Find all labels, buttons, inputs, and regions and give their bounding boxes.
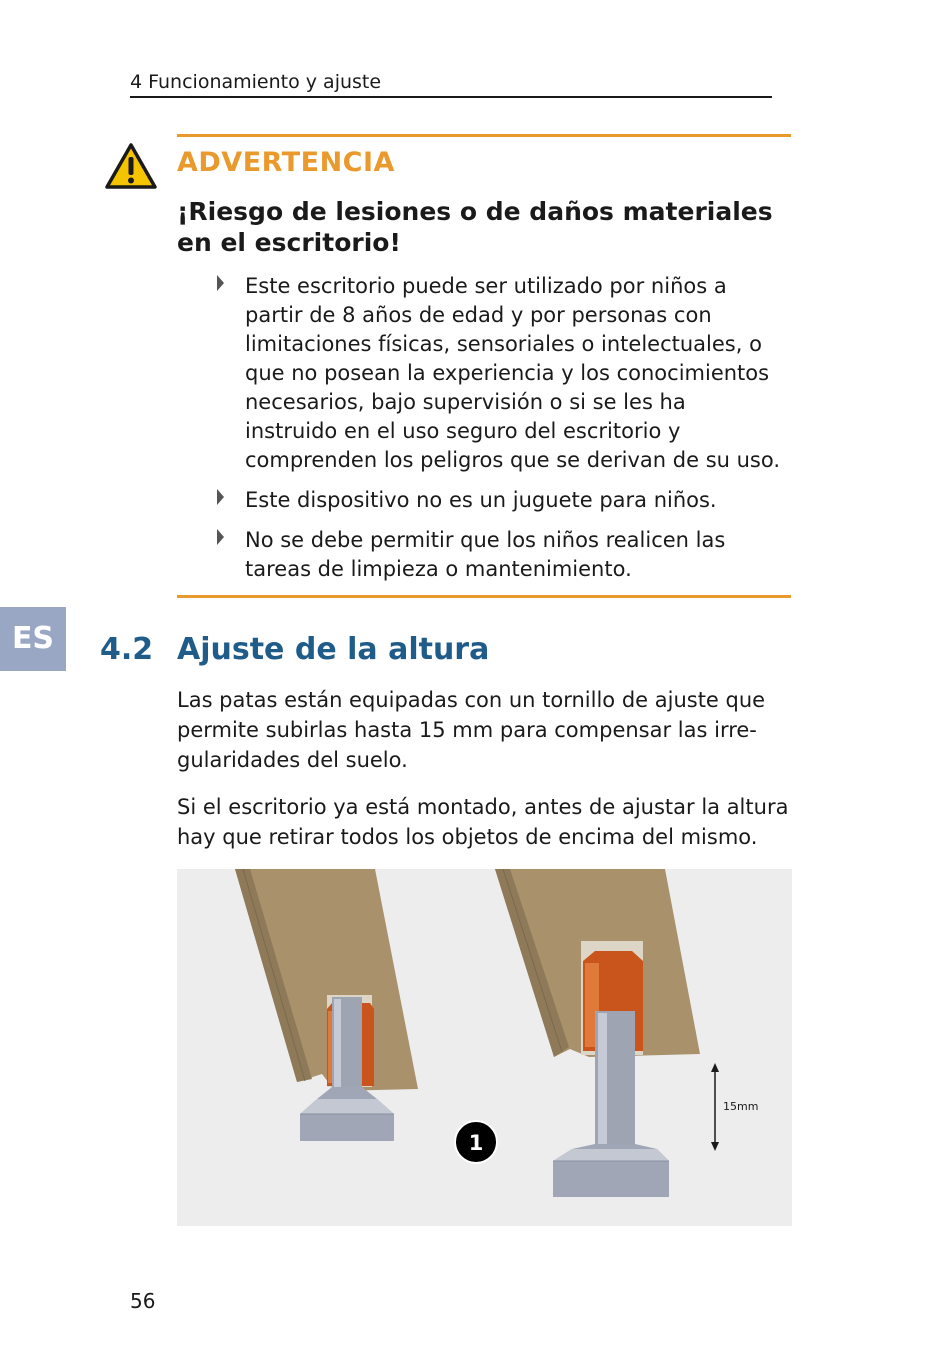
warning-triangle-icon [104,142,158,190]
warning-title: ADVERTENCIA [177,147,395,178]
arrow-bullet-icon [217,275,224,291]
warning-heading: ¡Riesgo de lesiones o de daños materiales en el escritorio! [177,197,773,257]
dimension-arrow [711,1063,719,1151]
callout-marker [455,1121,497,1163]
left-leg [235,869,418,1141]
warning-bottom-rule [177,595,791,598]
list-item: Este dispositivo no es un juguete para niños. [214,486,784,515]
body-paragraph: Las patas están equipadas con un tornillo de ajuste que permite subirlas hasta 15 mm para compensar las irre- gularidades del suelo. [177,688,766,772]
running-head: 4 Funcionamiento y ajuste [130,70,772,98]
page-number: 56 [130,1289,156,1313]
warning-top-rule [177,134,791,137]
language-tab: ES [0,607,66,671]
body-paragraph: Si el escritorio ya está montado, antes de ajustar la altura hay que retirar todos los objetos de encima del mismo. [177,795,789,849]
list-item: No se debe permitir que los niños realicen las tareas de limpieza o mantenimiento. [214,526,784,584]
callout-number: 1 [468,1131,484,1155]
dimension-label: 15mm [723,1100,759,1113]
list-item: Este escritorio puede ser utilizado por niños a partir de 8 años de edad y por personas con limitaciones físicas, sensoriales o intelectuales, o que no posean la experiencia y los conocimientos necesarios, bajo supervisión o si se les ha instruido en el uso seguro del escritorio y comprenden los peligros que se derivan de su uso. [214,272,784,475]
section-number: 4.2 [100,632,154,667]
arrow-bullet-icon [217,529,224,545]
leg-adjustment-figure [177,869,792,1226]
section-title: Ajuste de la altura [177,632,490,667]
right-leg [495,869,700,1197]
arrow-bullet-icon [217,489,224,505]
warning-list [214,272,784,595]
figure-illustration [177,869,792,1226]
